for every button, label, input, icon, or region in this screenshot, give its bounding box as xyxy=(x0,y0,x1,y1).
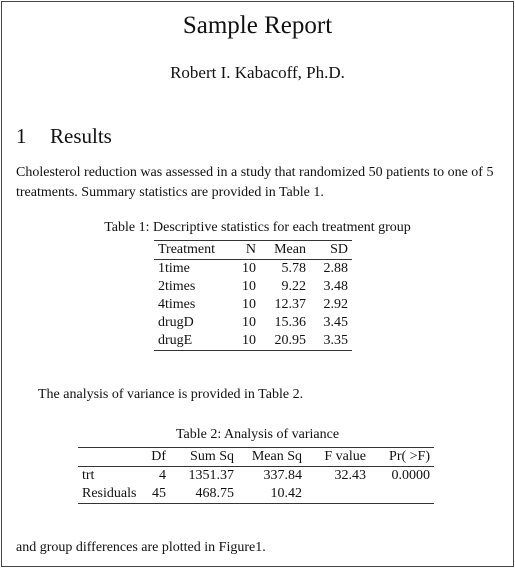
cell-sd: 2.92 xyxy=(323,297,348,312)
cell-mean: 5.78 xyxy=(281,261,306,276)
descriptive-stats-table xyxy=(154,240,352,351)
report-page xyxy=(1,1,514,567)
cell-n: 10 xyxy=(242,261,256,276)
table-header-row xyxy=(154,241,352,260)
cell-treatment: drugE xyxy=(158,333,193,348)
col-header-mean: Mean xyxy=(274,242,306,257)
cell-mean-sq: 10.42 xyxy=(270,486,302,501)
col-header-source xyxy=(78,448,144,467)
col-header-p-value: Pr( >F) xyxy=(389,449,430,464)
figure-paragraph: and group differences are plotted in Figure1. xyxy=(16,540,266,555)
table-row xyxy=(154,332,352,351)
cell-mean: 15.36 xyxy=(274,315,306,330)
col-header-treatment: Treatment xyxy=(158,242,216,257)
col-header-df: Df xyxy=(151,449,166,464)
report-title: Sample Report xyxy=(182,12,333,39)
cell-df: 4 xyxy=(159,468,166,483)
cell-mean: 9.22 xyxy=(281,279,306,294)
cell-treatment: drugD xyxy=(158,315,194,330)
table-row xyxy=(154,314,352,332)
cell-n: 10 xyxy=(242,297,256,312)
cell-mean: 20.95 xyxy=(274,333,306,348)
cell-mean: 12.37 xyxy=(274,297,306,312)
cell-source: trt xyxy=(82,468,95,483)
section-title: Results xyxy=(50,124,112,148)
cell-treatment: 4times xyxy=(158,297,196,312)
cell-n: 10 xyxy=(242,279,256,294)
report-author: Robert I. Kabacoff, Ph.D. xyxy=(170,63,345,82)
col-header-mean-sq: Mean Sq xyxy=(251,449,302,464)
cell-treatment: 1time xyxy=(158,261,190,276)
anova-table xyxy=(78,447,434,504)
table-row xyxy=(154,278,352,296)
cell-df: 45 xyxy=(152,486,166,501)
table-row xyxy=(78,467,434,486)
cell-f-value: 32.43 xyxy=(334,468,366,483)
cell-sum-sq: 468.75 xyxy=(195,486,234,501)
cell-sd: 3.35 xyxy=(323,333,348,348)
cell-sd: 3.48 xyxy=(323,279,348,294)
table-row xyxy=(154,296,352,314)
col-header-f-value: F value xyxy=(324,449,366,464)
anova-paragraph: The analysis of variance is provided in Table 2. xyxy=(38,387,304,402)
cell-p-value: 0.0000 xyxy=(391,468,430,483)
table-header-row xyxy=(78,448,434,467)
cell-sd: 3.45 xyxy=(323,315,348,330)
cell-mean-sq: 337.84 xyxy=(263,468,302,483)
cell-source: Residuals xyxy=(82,486,137,501)
cell-sd: 2.88 xyxy=(323,261,348,276)
cell-f-value xyxy=(306,485,370,504)
col-header-n: N xyxy=(245,242,256,257)
section-heading xyxy=(16,124,112,149)
cell-n: 10 xyxy=(242,315,256,330)
table1-caption: Table 1: Descriptive statistics for each treatment group xyxy=(104,220,411,235)
table-row xyxy=(78,485,434,504)
cell-sum-sq: 1351.37 xyxy=(188,468,234,483)
cell-p-value xyxy=(370,485,434,504)
col-header-sd: SD xyxy=(330,242,348,257)
cell-treatment: 2times xyxy=(158,279,196,294)
section-number: 1 xyxy=(16,124,27,148)
results-paragraph: Cholesterol reduction was assessed in a study that randomized 50 patients to one of 5 treatments. Summary statistics are provided in Table 1. xyxy=(16,165,494,200)
cell-n: 10 xyxy=(242,333,256,348)
table-row xyxy=(154,260,352,279)
table2-caption: Table 2: Analysis of variance xyxy=(175,427,340,442)
col-header-sum-sq: Sum Sq xyxy=(190,449,234,464)
